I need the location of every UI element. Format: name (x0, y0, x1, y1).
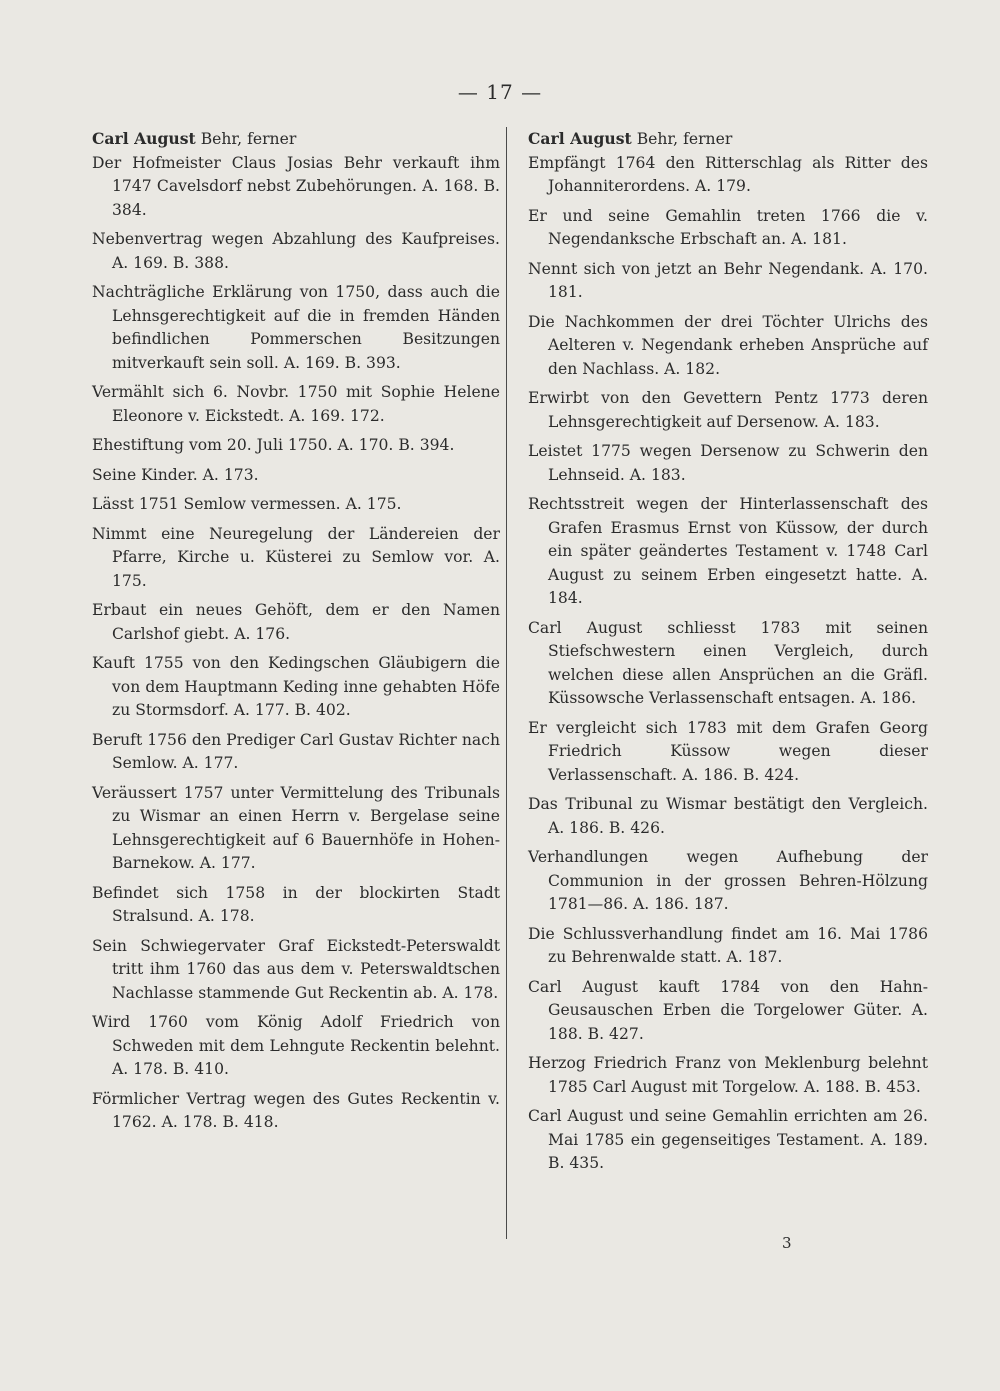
left-column-heading (92, 127, 500, 152)
entry: Verhandlungen wegen Aufhebung der Communion in der grossen Behren-Hölzung 1781—86. A. 186. 187. (528, 848, 928, 913)
entry: Nebenvertrag wegen Abzahlung des Kaufpreises. A. 169. B. 388. (92, 230, 500, 272)
entry: Der Hofmeister Claus Josias Behr verkauft ihm 1747 Cavelsdorf nebst Zubehörungen. A. 168. B. 384. (92, 153, 500, 219)
entry: Seine Kinder. A. 173. (92, 465, 259, 484)
right-column (512, 127, 928, 1222)
right-column-heading (528, 127, 928, 152)
heading-name: Carl August (528, 129, 632, 148)
right-entry-list (528, 152, 928, 1176)
entry: Rechtsstreit wegen der Hinterlassenschaft des Grafen Erasmus Ernst von Küssow, der durch ein später geändertes Testament v. 1748 Carl August zu seinem Erben eingesetzt hatte. A. 184. (528, 495, 928, 607)
entry: Carl August und seine Gemahlin errichten am 26. Mai 1785 ein gegenseitiges Testament. A. 189. B. 435. (528, 1107, 928, 1172)
heading-rest: Behr, ferner (195, 130, 297, 148)
entry: Er vergleicht sich 1783 mit dem Grafen Georg Friedrich Küssow wegen dieser Verlassenschaft. A. 186. B. 424. (528, 718, 928, 784)
page-number: — 17 — (457, 80, 543, 104)
left-entry-list (92, 152, 500, 1135)
entry: Förmlicher Vertrag wegen des Gutes Reckentin v. 1762. A. 178. B. 418. (92, 1089, 500, 1131)
entry: Lässt 1751 Semlow vermessen. A. 175. (92, 495, 402, 513)
entry: Carl August kauft 1784 von den Hahn-Geusauschen Erben die Torgelower Güter. A. 188. B. 427. (528, 977, 928, 1043)
entry: Die Schlussverhandlung findet am 16. Mai 1786 zu Behrenwalde statt. A. 187. (528, 924, 928, 966)
entry: Die Nachkommen der drei Töchter Ulrichs des Aelteren v. Negendank erheben Ansprüche auf den Nachlass. A. 182. (528, 312, 928, 378)
entry: Nimmt eine Neuregelung der Ländereien der Pfarre, Kirche u. Küsterei zu Semlow vor. A. 175. (92, 524, 500, 590)
entry: Sein Schwiegervater Graf Eickstedt-Peterswaldt tritt ihm 1760 das aus dem v. Peterswaldtschen Nachlasse stammende Gut Reckentin ab. A. 178. (92, 936, 500, 1002)
heading-rest: Behr, ferner (631, 130, 733, 148)
entry: Erbaut ein neues Gehöft, dem er den Namen Carlshof giebt. A. 176. (92, 601, 500, 643)
entry: Wird 1760 vom König Adolf Friedrich von Schweden mit dem Lehngute Reckentin belehnt. A. 178. B. 410. (92, 1013, 500, 1078)
entry: Er und seine Gemahlin treten 1766 die v. Negendanksche Erbschaft an. A. 181. (528, 206, 928, 248)
entry: Befindet sich 1758 in der blockirten Stadt Stralsund. A. 178. (92, 883, 500, 925)
entry: Kauft 1755 von den Kedingschen Gläubigern die von dem Hauptmann Keding inne gehabten Höfe zu Stormsdorf. A. 177. B. 402. (92, 654, 500, 719)
entry: Carl August schliesst 1783 mit seinen Stiefschwestern einen Vergleich, durch welchen diese allen Ansprüchen an die Gräfl. Küssowsche Verlassenschaft entsagen. A. 186. (528, 618, 928, 707)
entry: Ehestiftung vom 20. Juli 1750. A. 170. B. 394. (92, 436, 455, 454)
entry: Leistet 1775 wegen Dersenow zu Schwerin den Lehnseid. A. 183. (528, 442, 928, 484)
entry: Vermählt sich 6. Novbr. 1750 mit Sophie Helene Eleonore v. Eickstedt. A. 169. 172. (92, 383, 500, 425)
entry: Das Tribunal zu Wismar bestätigt den Vergleich. A. 186. B. 426. (528, 795, 928, 837)
entry: Nennt sich von jetzt an Behr Negendank. A. 170. 181. (528, 259, 928, 301)
heading-name: Carl August (92, 129, 196, 148)
entry: Nachträgliche Erklärung von 1750, dass auch die Lehnsgerechtigkeit auf die in fremden Händen befindlichen Pommerschen Besitzungen mitverkauft sein soll. A. 169. B. 393. (92, 283, 500, 372)
left-column (92, 127, 500, 1141)
entry: Erwirbt von den Gevettern Pentz 1773 deren Lehnsgerechtigkeit auf Dersenow. A. 183. (528, 389, 928, 431)
entry: Beruft 1756 den Prediger Carl Gustav Richter nach Semlow. A. 177. (92, 730, 500, 772)
entry: Veräussert 1757 unter Vermittelung des Tribunals zu Wismar an einen Herrn v. Bergelase seine Lehnsgerechtigkeit auf 6 Bauernhöfe in Hohen-Barnekow. A. 177. (92, 783, 500, 872)
signature-mark: 3 (782, 1234, 792, 1252)
column-divider (506, 127, 507, 1239)
entry: Empfängt 1764 den Ritterschlag als Ritter des Johanniterordens. A. 179. (528, 153, 928, 195)
entry: Herzog Friedrich Franz von Meklenburg belehnt 1785 Carl August mit Torgelow. A. 188. B. 453. (528, 1054, 928, 1096)
